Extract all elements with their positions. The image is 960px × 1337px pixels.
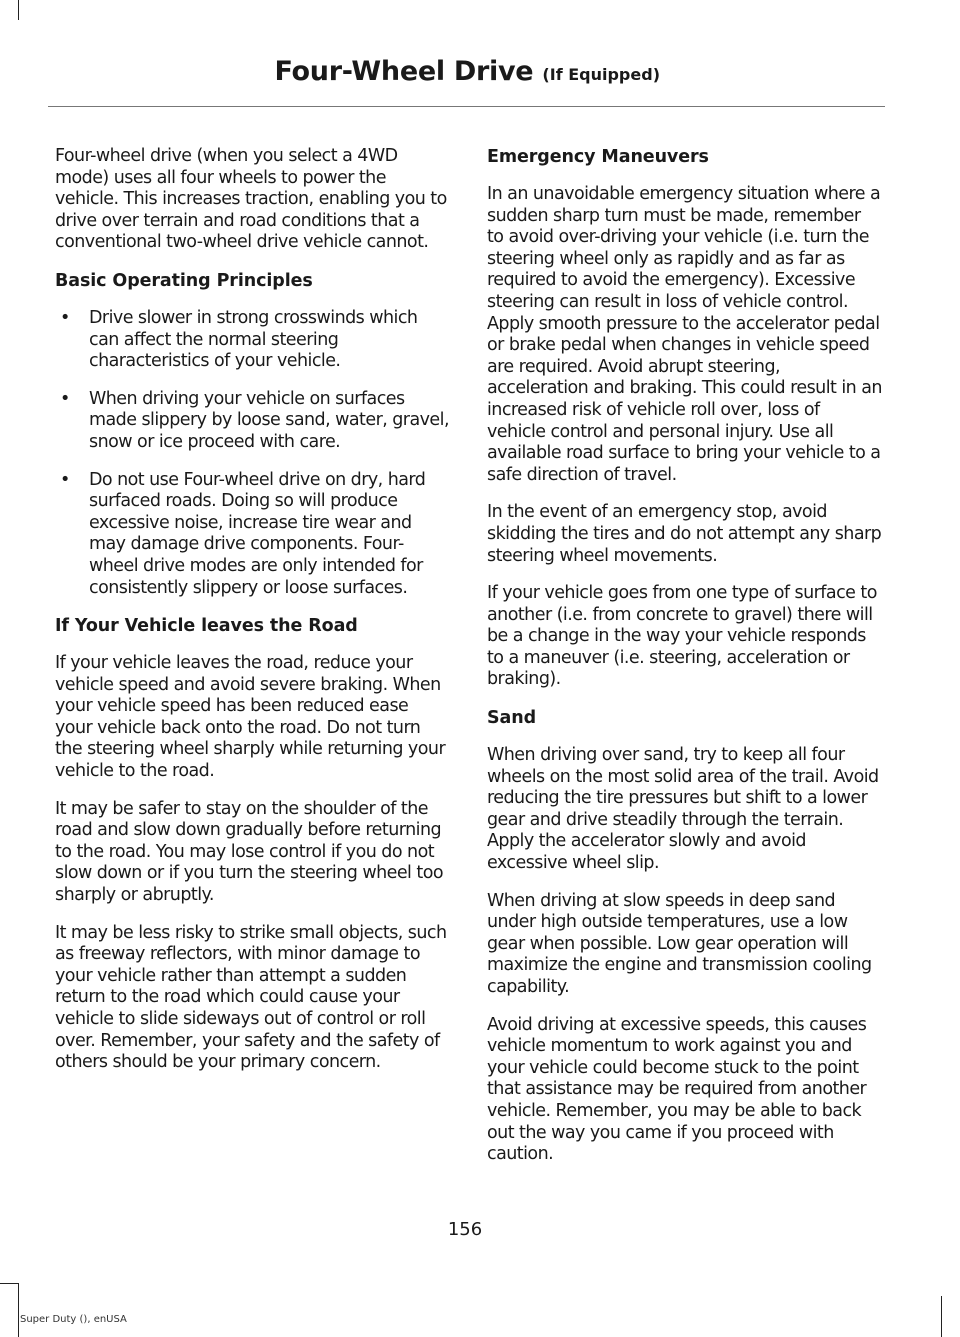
emergency-paragraph: In an unavoidable emergency situation where a sudden sharp turn must be made, remember to avoid over-driving your vehicle (i.e. turn the steering wheel only as rapidly and as far as required to avoid the emergency). Excessive steering can result in loss of vehicle control. Apply smooth pressure to the accelerator pedal or brake pedal when changes in vehicle speed are required. Avoid abrupt steering, acceleration and braking. This could result in an increased risk of vehicle roll over, loss of vehicle control and personal injury. Use all available road surface to bring your vehicle to a safe direction of travel. (487, 184, 882, 485)
emergency-heading: Emergency Maneuvers (487, 147, 709, 167)
basic-principles-heading: Basic Operating Principles (55, 270, 313, 291)
emergency-paragraph: In the event of an emergency stop, avoid skidding the tires and do not attempt any sharp steering wheel movements. (487, 502, 882, 566)
list-item-text: Drive slower in strong crosswinds which can affect the normal steering characteristics of your vehicle. (89, 307, 418, 372)
header-divider (48, 106, 885, 107)
list-item-text: When driving your vehicle on surfaces made slippery by loose sand, water, gravel, snow or ice proceed with care. (89, 388, 449, 452)
list-item (55, 470, 450, 600)
leaves-road-heading: If Your Vehicle leaves the Road (55, 616, 358, 637)
crop-mark-bottom-right (941, 1296, 942, 1337)
left-column (55, 146, 450, 1090)
leaves-road-paragraph: If your vehicle leaves the road, reduce your vehicle speed and avoid severe braking. When your vehicle speed has been reduced ease your vehicle back onto the road. Do not turn the steering wheel sharply while returning your vehicle to the road. (55, 653, 446, 782)
page-number: 156 (447, 1219, 483, 1240)
edition-label: Super Duty (), enUSA (20, 1314, 127, 1325)
bullet-icon: • (60, 307, 70, 328)
bullet-icon: • (60, 388, 70, 409)
list-item (55, 389, 450, 454)
intro-paragraph: Four-wheel drive (when you select a 4WD mode) uses all four wheels to power the vehicle. This increases traction, enabling you to drive over terrain and road conditions that a conventional two-wheel drive vehicle cannot. (55, 146, 447, 253)
page-title-subtitle: (If Equipped) (542, 65, 660, 84)
list-item (55, 308, 450, 373)
leaves-road-paragraph: It may be less risky to strike small objects, such as freeway reflectors, with minor damage to your vehicle rather than attempt a sudden return to the road which could cause your vehicle to slide sideways out of control or roll over. Remember, your safety and the safety of others should be your primary concern. (55, 922, 447, 1073)
sand-paragraph: When driving at slow speeds in deep sand under high outside temperatures, use a low gear when possible. Low gear operation will maximize the engine and transmission cooling capability. (487, 890, 872, 997)
page-title (275, 56, 661, 87)
sand-paragraph: When driving over sand, try to keep all four wheels on the most solid area of the trail. Avoid reducing the tire pressures but shift to a lower gear and drive steadily through the terrain. Apply the accelerator slowly and avoid excessive wheel slip. (487, 745, 879, 874)
basic-principles-list (55, 308, 450, 599)
emergency-paragraph: If your vehicle goes from one type of surface to another (i.e. from concrete to gravel) there will be a change in the way your vehicle responds to a maneuver (i.e. steering, acceleration or braking). (487, 583, 877, 690)
crop-mark-bottom-left (18, 1283, 19, 1337)
list-item-text: Do not use Four-wheel drive on dry, hard surfaced roads. Doing so will produce excessive noise, increase tire wear and may damage drive components. Four-wheel drive modes are only intended for consistently slippery or loose surfaces. (89, 469, 426, 598)
sand-heading: Sand (487, 708, 536, 729)
sand-paragraph: Avoid driving at excessive speeds, this causes vehicle momentum to work against you and your vehicle could become stuck to the point that assistance may be required from another vehicle. Remember, you may be able to back out the way you came if you proceed with caution. (487, 1014, 867, 1165)
page-title-main: Four-Wheel Drive (274, 56, 534, 87)
crop-mark-bottom-left-h (0, 1283, 18, 1284)
leaves-road-paragraph: It may be safer to stay on the shoulder of the road and slow down gradually before returning to the road. You may lose control if you do not slow down or if you turn the steering wheel too sharply or abruptly. (55, 798, 444, 906)
bullet-icon: • (60, 469, 70, 490)
crop-mark-top-left (18, 0, 19, 20)
right-column (487, 146, 882, 1182)
